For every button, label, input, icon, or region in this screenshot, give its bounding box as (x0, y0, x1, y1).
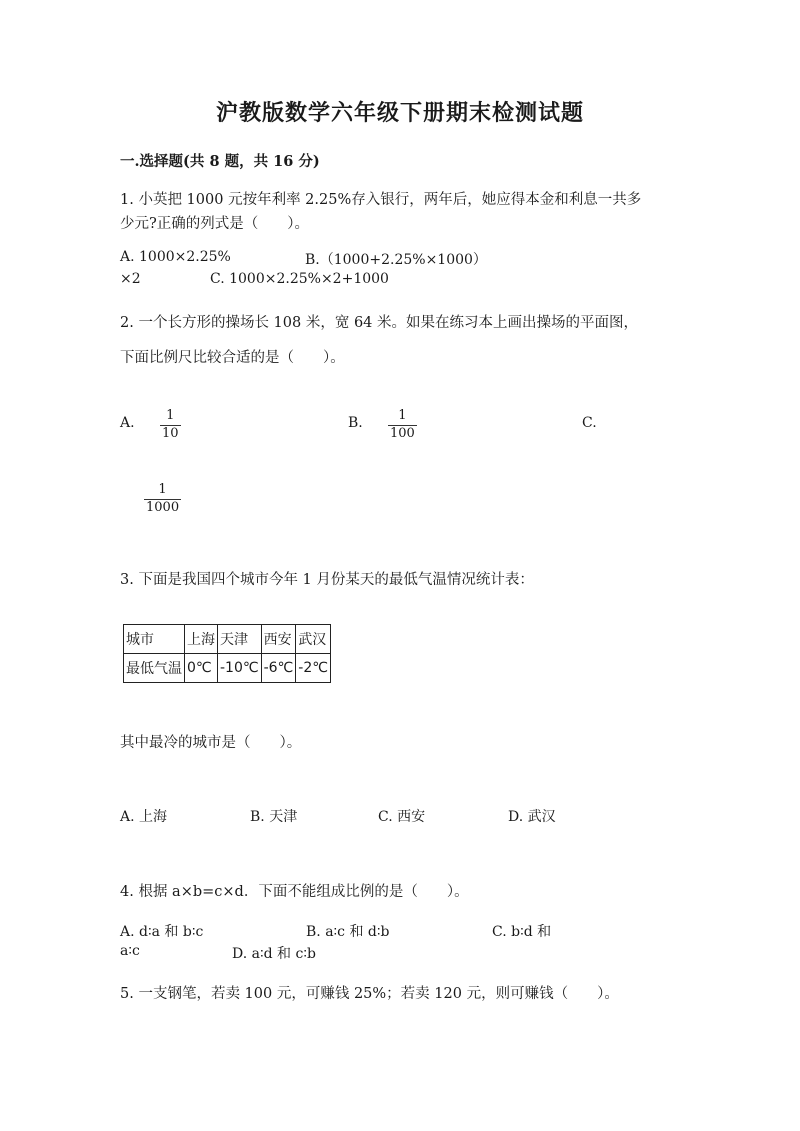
table-cell: 武汉 (296, 625, 331, 654)
table-cell: 0℃ (185, 654, 218, 683)
question-4-option-d: D. a∶d 和 c∶b (232, 946, 316, 962)
question-2-line-2: 下面比例尺比较合适的是（ ）。 (120, 350, 345, 366)
table-cell: -6℃ (261, 654, 296, 683)
question-2-option-c-label: C. (582, 415, 597, 431)
table-row (124, 654, 331, 683)
question-2-option-a-label: A. (120, 415, 135, 431)
question-3-prompt: 其中最冷的城市是（ ）。 (120, 735, 302, 751)
table-cell: 天津 (218, 625, 262, 654)
fraction-numerator: 1 (158, 482, 167, 497)
question-4-option-c-cont: a∶c (120, 943, 140, 959)
question-1-line-2: 少元?正确的列式是（ ）。 (120, 216, 310, 232)
fraction-denominator: 10 (162, 425, 179, 441)
table-cell: -10℃ (218, 654, 262, 683)
question-5-line-1: 5. 一支钢笔，若卖 100 元，可赚钱 25%；若卖 120 元，则可赚钱（ ）。 (120, 986, 619, 1002)
table-cell: -2℃ (296, 654, 331, 683)
question-1-option-a: A. 1000×2.25% (120, 249, 231, 265)
question-2-option-b-label: B. (348, 415, 363, 431)
fraction-numerator: 1 (166, 408, 175, 423)
question-1-line-1: 1. 小英把 1000 元按年利率 2.25%存入银行，两年后，她应得本金和利息一共多 (120, 192, 642, 208)
page-title: 沪教版数学六年级下册期末检测试题 (215, 100, 584, 126)
question-3-line-1: 3. 下面是我国四个城市今年 1 月份某天的最低气温情况统计表： (120, 572, 534, 588)
table-cell: 上海 (185, 625, 218, 654)
table-header-row (124, 625, 331, 654)
question-4-line-1: 4. 根据 a×b=c×d．下面不能组成比例的是（ ）。 (120, 884, 469, 900)
question-2-option-a-fraction (160, 409, 181, 442)
section-heading: 一.选择题(共 8 题，共 16 分) (120, 153, 320, 170)
question-2-option-c-fraction (144, 483, 181, 516)
fraction-numerator: 1 (398, 408, 407, 423)
question-1-option-b-cont: ×2 (120, 271, 141, 287)
table-cell: 城市 (124, 625, 185, 654)
question-3-option-d: D. 武汉 (508, 809, 556, 825)
question-4-option-b: B. a∶c 和 d∶b (306, 924, 390, 940)
fraction-denominator: 100 (390, 425, 415, 441)
question-2-option-b-fraction (388, 409, 417, 442)
question-3-option-b: B. 天津 (250, 809, 298, 825)
question-4-option-c: C. b∶d 和 (492, 924, 552, 940)
question-1-option-c: C. 1000×2.25%×2+1000 (210, 271, 389, 287)
fraction-denominator: 1000 (146, 499, 180, 515)
question-3-option-a: A. 上海 (120, 809, 168, 825)
question-3-option-c: C. 西安 (378, 809, 426, 825)
temperature-table (123, 624, 331, 683)
question-4-option-a: A. d∶a 和 b∶c (120, 924, 204, 940)
table-cell: 最低气温 (124, 654, 185, 683)
question-1-option-b: B.（1000+2.25%×1000） (305, 252, 487, 268)
question-2-line-1: 2. 一个长方形的操场长 108 米，宽 64 米。如果在练习本上画出操场的平面图， (120, 315, 639, 331)
table-cell: 西安 (261, 625, 296, 654)
